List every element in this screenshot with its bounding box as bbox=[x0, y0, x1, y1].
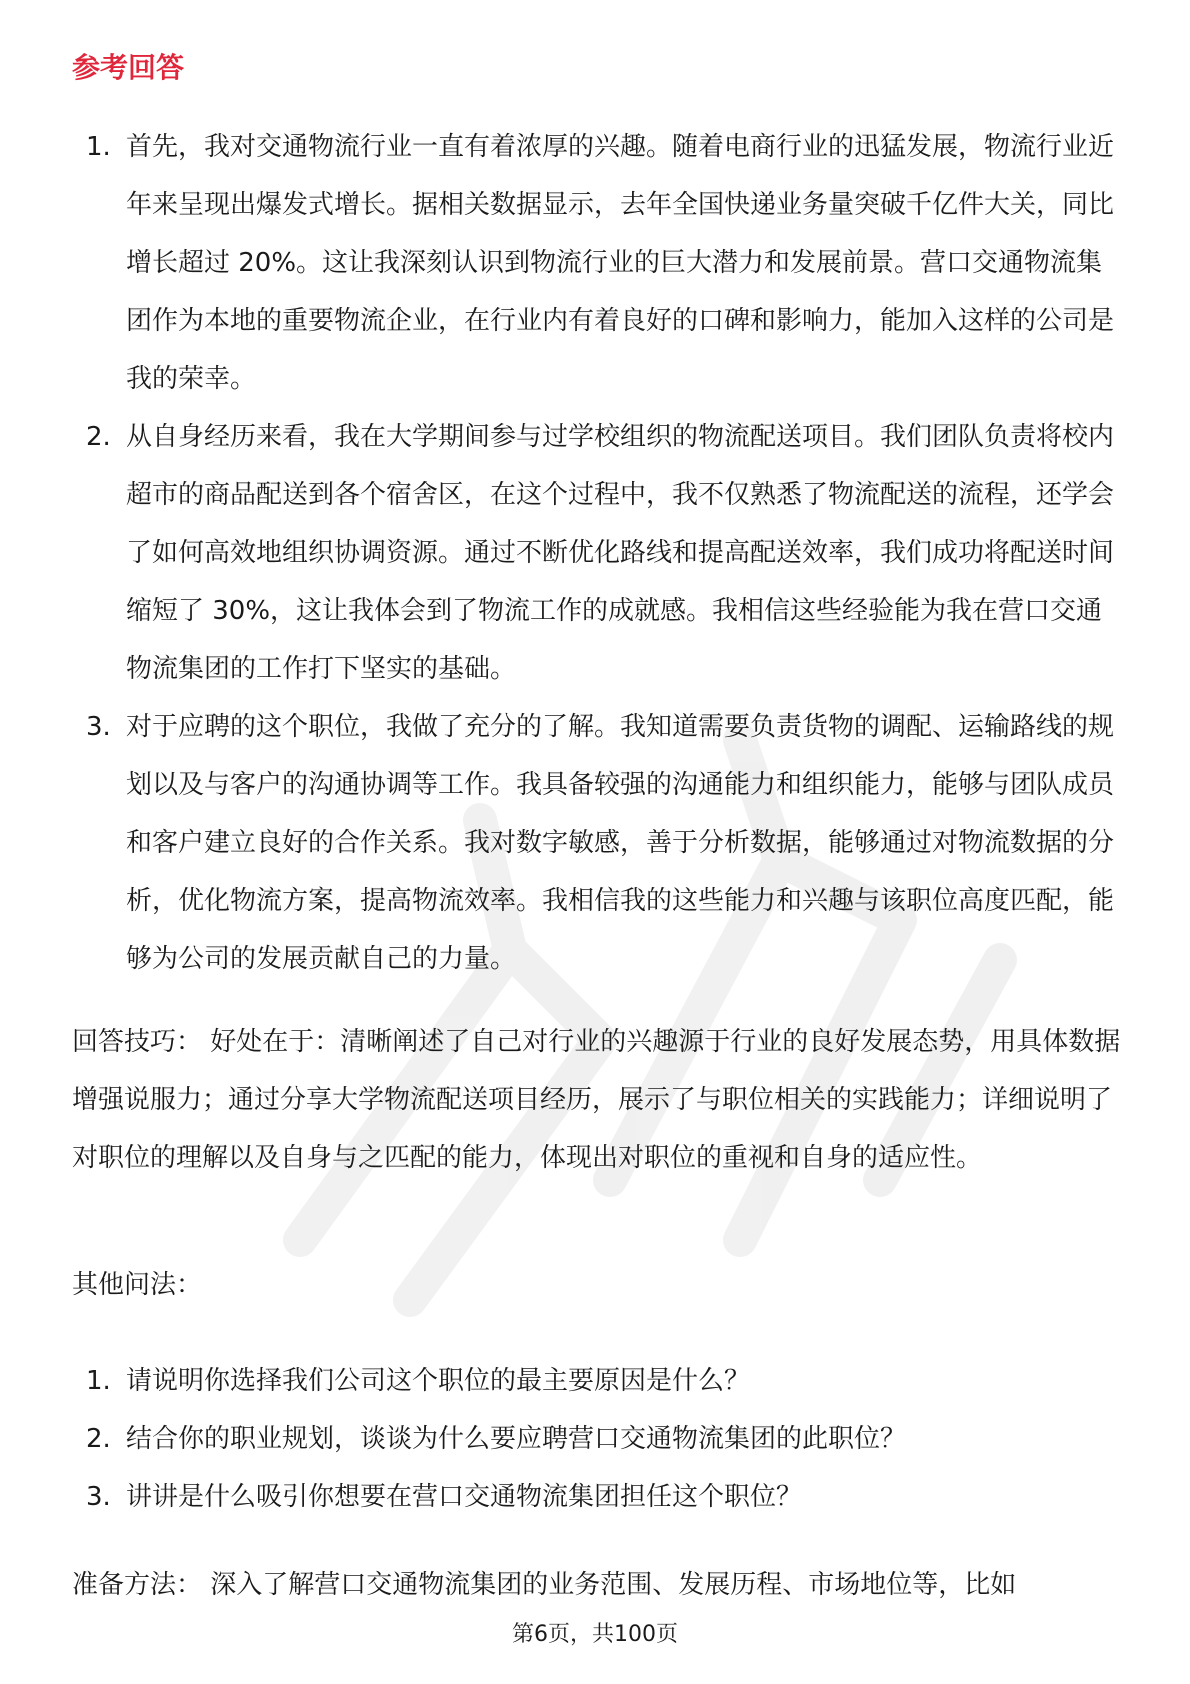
other-questions-list bbox=[72, 1352, 1122, 1526]
preparation-method: 准备方法： 深入了解营口交通物流集团的业务范围、发展历程、市场地位等，比如 bbox=[72, 1570, 1017, 1600]
answer-number: 3. bbox=[86, 712, 111, 742]
question-text: 讲讲是什么吸引你想要在营口交通物流集团担任这个职位？ bbox=[126, 1482, 803, 1512]
question-item bbox=[72, 1352, 1122, 1410]
question-text: 请说明你选择我们公司这个职位的最主要原因是什么？ bbox=[126, 1366, 751, 1396]
answer-text: 从自身经历来看，我在大学期间参与过学校组织的物流配送项目。我们团队负责将校内超市的商品配送到各个宿舍区，在这个过程中，我不仅熟悉了物流配送的流程，还学会了如何高效地组织协调资源。通过不断优化路线和提高配送效率，我们成功将配送时间缩短了 30%，这让我体会到了物流工作的成就感。我相信这些经验能为我在营口交通物流集团的工作打下坚实的基础。 bbox=[126, 422, 1115, 684]
question-item bbox=[72, 1468, 1122, 1526]
other-questions-label: 其他问法： bbox=[72, 1270, 203, 1300]
answer-item bbox=[72, 118, 1122, 408]
answer-number: 2. bbox=[86, 422, 111, 452]
answer-item bbox=[72, 408, 1122, 698]
question-number: 1. bbox=[86, 1366, 111, 1396]
question-text: 结合你的职业规划，谈谈为什么要应聘营口交通物流集团的此职位？ bbox=[126, 1424, 907, 1454]
answer-list bbox=[72, 118, 1122, 988]
question-number: 3. bbox=[86, 1482, 111, 1512]
answer-tips: 回答技巧： 好处在于：清晰阐述了自己对行业的兴趣源于行业的良好发展态势，用具体数据增强说服力；通过分享大学物流配送项目经历，展示了与职位相关的实践能力；详细说明了对职位的理解以及自身与之匹配的能力，体现出对职位的重视和自身的适应性。 bbox=[72, 1027, 1121, 1173]
answer-item bbox=[72, 698, 1122, 988]
page-footer: 第6页，共100页 bbox=[512, 1622, 678, 1647]
answer-text: 对于应聘的这个职位，我做了充分的了解。我知道需要负责货物的调配、运输路线的规划以及与客户的沟通协调等工作。我具备较强的沟通能力和组织能力，能够与团队成员和客户建立良好的合作关系。我对数字敏感，善于分析数据，能够通过对物流数据的分析，优化物流方案，提高物流效率。我相信我的这些能力和兴趣与该职位高度匹配，能够为公司的发展贡献自己的力量。 bbox=[126, 712, 1115, 974]
reference-answer-heading: 参考回答 bbox=[72, 51, 185, 84]
question-number: 2. bbox=[86, 1424, 111, 1454]
answer-number: 1. bbox=[86, 132, 111, 162]
question-item bbox=[72, 1410, 1122, 1468]
answer-text: 首先，我对交通物流行业一直有着浓厚的兴趣。随着电商行业的迅猛发展，物流行业近年来呈现出爆发式增长。据相关数据显示，去年全国快递业务量突破千亿件大关，同比增长超过 20%。这让我深刻认识到物流行业的巨大潜力和发展前景。营口交通物流集团作为本地的重要物流企业，在行业内有着良好的口碑和影响力，能加入这样的公司是我的荣幸。 bbox=[126, 132, 1115, 394]
